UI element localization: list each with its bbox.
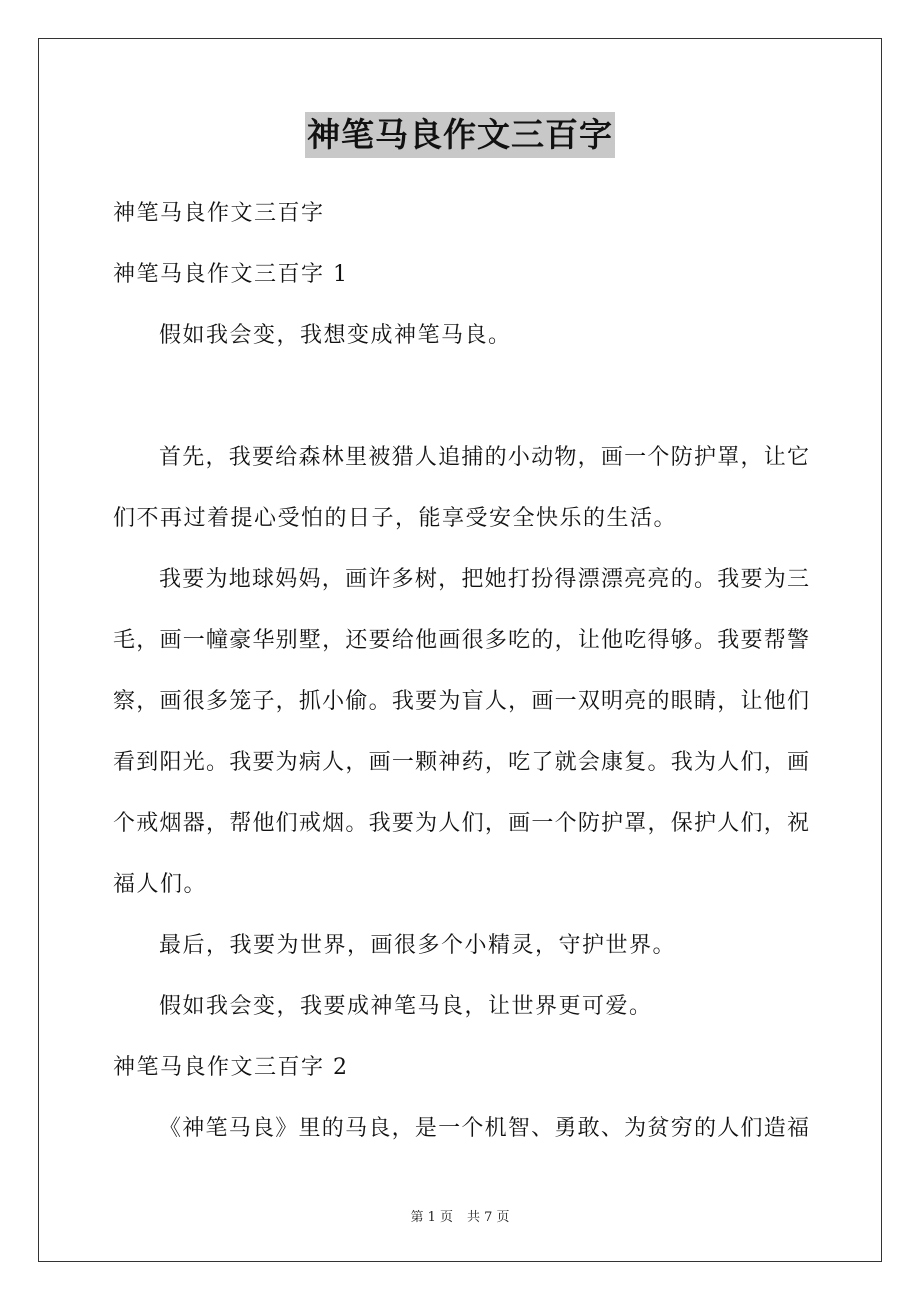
document-body bbox=[113, 198, 809, 1174]
document-title-text: 神笔马良作文三百字 bbox=[305, 112, 615, 158]
section-heading-2: 神笔马良作文三百字 2 bbox=[113, 1055, 349, 1080]
paragraph-line: 最后，我要为世界，画很多个小精灵，守护世界。 bbox=[159, 933, 677, 958]
paragraph-line: 首先，我要给森林里被猎人追捕的小动物，画一个防护罩，让它 bbox=[159, 445, 809, 470]
section-heading-1: 神笔马良作文三百字 1 bbox=[113, 262, 349, 287]
paragraph-line: 假如我会变，我想变成神笔马良。 bbox=[159, 323, 512, 348]
blank-line bbox=[113, 381, 809, 442]
paragraph-line: 福人们。 bbox=[113, 872, 208, 897]
paragraph-line: 察，画很多笼子，抓小偷。我要为盲人，画一双明亮的眼睛，让他们 bbox=[113, 689, 809, 714]
paragraph-line: 个戒烟器，帮他们戒烟。我要为人们，画一个防护罩，保护人们，祝 bbox=[113, 811, 809, 836]
paragraph-line: 看到阳光。我要为病人，画一颗神药，吃了就会康复。我为人们，画 bbox=[113, 750, 809, 775]
paragraph-line: 假如我会变，我要成神笔马良，让世界更可爱。 bbox=[159, 994, 653, 1019]
page-total: 共 7 页 bbox=[467, 1210, 510, 1225]
paragraph-line: 们不再过着提心受怕的日子，能享受安全快乐的生活。 bbox=[113, 506, 678, 531]
document-title bbox=[0, 112, 920, 158]
page-footer bbox=[0, 1206, 920, 1225]
paragraph-line: 我要为地球妈妈，画许多树，把她打扮得漂漂亮亮的。我要为三 bbox=[159, 567, 809, 592]
subtitle-line: 神笔马良作文三百字 bbox=[113, 201, 325, 226]
paragraph-line: 《神笔马良》里的马良，是一个机智、勇敢、为贫穷的人们造福 bbox=[159, 1116, 809, 1141]
paragraph-line: 毛，画一幢豪华别墅，还要给他画很多吃的，让他吃得够。我要帮警 bbox=[113, 628, 809, 653]
page-number: 第 1 页 bbox=[410, 1210, 453, 1225]
